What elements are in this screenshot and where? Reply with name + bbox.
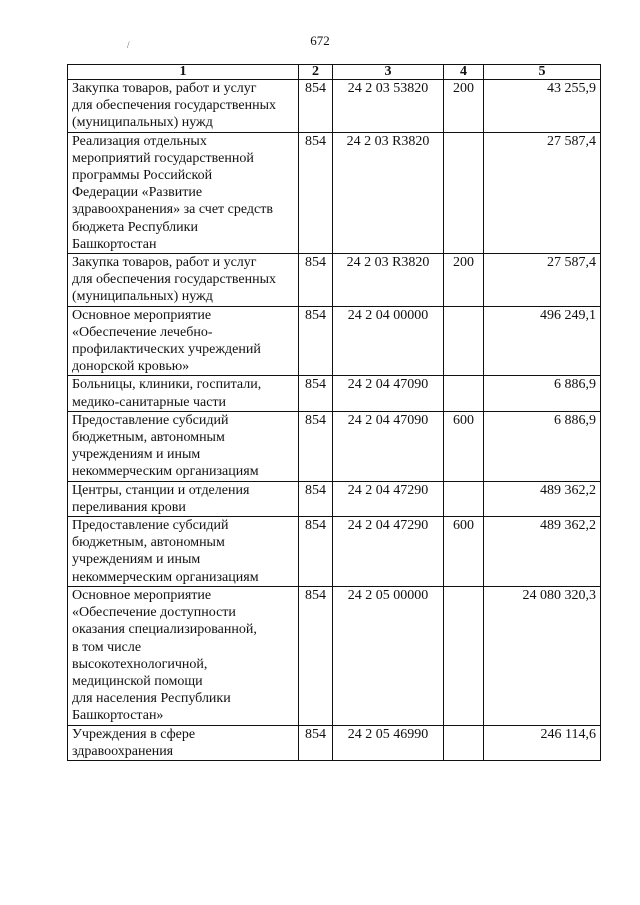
row-amount: 27 587,4 — [484, 254, 601, 307]
row-amount: 43 255,9 — [484, 80, 601, 133]
row-target: 24 2 04 47090 — [333, 376, 444, 411]
row-code: 854 — [299, 411, 333, 481]
header-col-3: 3 — [333, 65, 444, 80]
row-type — [444, 481, 484, 516]
row-target: 24 2 03 R3820 — [333, 132, 444, 253]
row-type — [444, 586, 484, 725]
row-target: 24 2 05 46990 — [333, 725, 444, 760]
header-col-5: 5 — [484, 65, 601, 80]
row-amount: 489 362,2 — [484, 481, 601, 516]
row-type — [444, 725, 484, 760]
table-row — [68, 306, 601, 376]
row-code: 854 — [299, 517, 333, 587]
table-row — [68, 254, 601, 307]
budget-table — [67, 64, 601, 761]
row-type: 200 — [444, 254, 484, 307]
row-name: Центры, станции и отделения переливания крови — [68, 481, 299, 516]
row-type: 600 — [444, 517, 484, 587]
row-amount: 6 886,9 — [484, 376, 601, 411]
row-code: 854 — [299, 586, 333, 725]
row-target: 24 2 04 47090 — [333, 411, 444, 481]
row-type — [444, 132, 484, 253]
row-code: 854 — [299, 254, 333, 307]
row-target: 24 2 04 00000 — [333, 306, 444, 376]
row-target: 24 2 03 R3820 — [333, 254, 444, 307]
table-row — [68, 725, 601, 760]
table-row — [68, 517, 601, 587]
header-col-1: 1 — [68, 65, 299, 80]
row-target: 24 2 03 53820 — [333, 80, 444, 133]
row-name: Предоставление субсидий бюджетным, автономным учреждениям и иным некоммерческим организациям — [68, 517, 299, 587]
row-amount: 489 362,2 — [484, 517, 601, 587]
header-col-4: 4 — [444, 65, 484, 80]
table-row — [68, 481, 601, 516]
table-row — [68, 80, 601, 133]
header-row — [68, 65, 601, 80]
row-type — [444, 376, 484, 411]
row-name: Реализация отдельных мероприятий государственной программы Российской Федерации «Развитие здравоохранения» за счет средств бюджета Республики Башкортостан — [68, 132, 299, 253]
row-target: 24 2 04 47290 — [333, 517, 444, 587]
row-name: Закупка товаров, работ и услуг для обеспечения государственных (муниципальных) нужд — [68, 80, 299, 133]
row-code: 854 — [299, 481, 333, 516]
row-name: Закупка товаров, работ и услуг для обеспечения государственных (муниципальных) нужд — [68, 254, 299, 307]
row-name: Основное мероприятие «Обеспечение лечебно- профилактических учреждений донорской кровью» — [68, 306, 299, 376]
row-target: 24 2 04 47290 — [333, 481, 444, 516]
row-amount: 6 886,9 — [484, 411, 601, 481]
row-code: 854 — [299, 376, 333, 411]
row-code: 854 — [299, 80, 333, 133]
row-target: 24 2 05 00000 — [333, 586, 444, 725]
table-row — [68, 411, 601, 481]
page-number: 672 — [310, 33, 330, 48]
row-amount: 246 114,6 — [484, 725, 601, 760]
table-row — [68, 376, 601, 411]
row-name: Основное мероприятие «Обеспечение доступности оказания специализированной, в том числе высокотехнологичной, медицинской помощи для населения Республики Башкортостан» — [68, 586, 299, 725]
row-name: Больницы, клиники, госпитали, медико-санитарные части — [68, 376, 299, 411]
row-code: 854 — [299, 306, 333, 376]
row-type: 600 — [444, 411, 484, 481]
row-amount: 24 080 320,3 — [484, 586, 601, 725]
row-name: Учреждения в сфере здравоохранения — [68, 725, 299, 760]
row-amount: 496 249,1 — [484, 306, 601, 376]
table-row — [68, 132, 601, 253]
row-amount: 27 587,4 — [484, 132, 601, 253]
row-code: 854 — [299, 132, 333, 253]
row-code: 854 — [299, 725, 333, 760]
row-name: Предоставление субсидий бюджетным, автономным учреждениям и иным некоммерческим организациям — [68, 411, 299, 481]
row-type: 200 — [444, 80, 484, 133]
row-type — [444, 306, 484, 376]
table-row — [68, 586, 601, 725]
stray-mark: / — [127, 40, 130, 50]
header-col-2: 2 — [299, 65, 333, 80]
